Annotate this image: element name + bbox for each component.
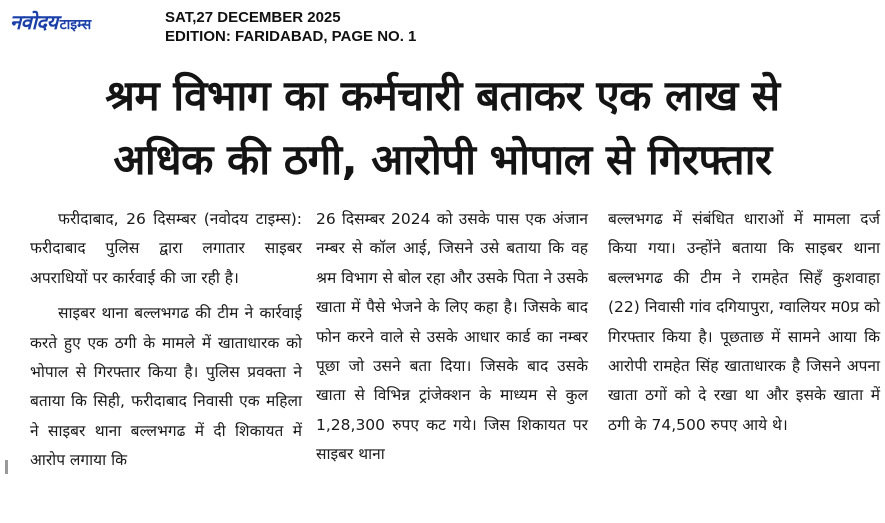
masthead (0, 0, 885, 60)
column-1-paragraph-2: साइबर थाना बल्लभगढ की टीम ने कार्रवाई करते हुए एक ठगी के मामले में खाताधारक को भोपाल से गिरफ्तार किया है। पुलिस प्रवक्ता ने बताया कि सिही, फरीदाबाद निवासी एक महिला ने साइबर थाना बल्लभगढ में दी शिकायत में आरोप लगाया कि (30, 304, 302, 470)
column-2-paragraph-1: 26 दिसम्बर 2024 को उसके पास एक अंजान नम्बर से कॉल आई, जिसने उसे बताया कि वह श्रम विभाग से बोल रहा और उसके पिता ने उसके खाता में पैसे भेजने के लिए कहा है। जिसके बाद फोन करने वाले से उसके आधार कार्ड का नम्बर पूछा जो उसने बता दिया। जिसके बाद उसके खाता से विभिन्न ट्रांजेक्शन के माध्यम से कुल 1,28,300 रुपए कट गये। जिस शिकायत पर साइबर थाना (316, 210, 588, 464)
article-headline (0, 64, 885, 192)
logo-main-text: नवोदय (10, 10, 58, 34)
column-1-paragraph-1: फरीदाबाद, 26 दिसम्बर (नवोदय टाइम्स): फरीदाबाद पुलिस द्वारा लगातार साइबर अपराधियों पर कार्रवाई की जा रही है। (30, 210, 302, 287)
newspaper-logo (10, 8, 91, 36)
edition-page: EDITION: FARIDABAD, PAGE NO. 1 (165, 28, 417, 45)
headline-line-2: अधिक की ठगी, आरोपी भोपाल से गिरफ्तार (113, 135, 772, 184)
logo-sub-text: टाइम्स (59, 17, 92, 33)
edition-info (165, 8, 416, 46)
article-column-1 (30, 205, 302, 476)
publication-date: SAT,27 DECEMBER 2025 (165, 9, 341, 26)
article-column-3 (608, 205, 880, 440)
article-column-2 (316, 205, 588, 470)
column-3-paragraph-1: बल्लभगढ में संबंधित धाराओं में मामला दर्ज किया गया। उन्होंने बताया कि साइबर थाना बल्लभगढ की टीम ने रामहेत सिहँ कुशवाहा (22) निवासी गांव दगियापुरा, ग्वालियर म0प्र को गिरफ्तार किया है। पूछताछ में सामने आया कि आरोपी रामहेत सिंह खाताधारक है जिसने अपना खाता ठगों को दे रखा था और इसके खाता में ठगी के 74,500 रुपए आये थे। (608, 210, 880, 434)
headline-line-1: श्रम विभाग का कर्मचारी बताकर एक लाख से (105, 71, 780, 120)
page-edge-mark (5, 460, 8, 474)
